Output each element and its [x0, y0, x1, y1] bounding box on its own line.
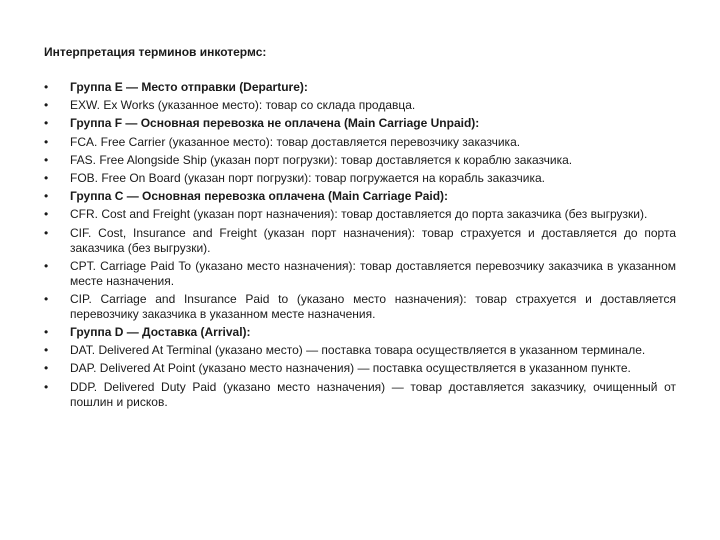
bullet-icon: •	[44, 116, 49, 131]
bullet-icon: •	[44, 134, 49, 149]
bullet-icon: •	[44, 207, 49, 222]
list-item-text: CIP. Carriage and Insurance Paid to (указано место назначения): товар страхуется и доставляется перевозчику заказчика в указанном месте назначения.	[70, 291, 676, 321]
list-item-text: DAT. Delivered At Terminal (указано место) — поставка товара осуществляется в указанном терминале.	[70, 343, 646, 358]
page-title: Интерпретация терминов инкотермс:	[44, 45, 267, 59]
list-item-cif	[44, 226, 676, 256]
list-item-group-d-heading	[44, 325, 676, 340]
list-item-fas	[44, 153, 676, 168]
list-item-fob	[44, 171, 676, 186]
list-item-exw	[44, 98, 676, 113]
list-item-cfr	[44, 207, 676, 222]
list-item-text: CFR. Cost and Freight (указан порт назначения): товар доставляется до порта заказчика (без выгрузки).	[70, 207, 648, 222]
list-item-text: FOB. Free On Board (указан порт погрузки): товар погружается на корабль заказчика.	[70, 170, 545, 185]
list-item-ddp	[44, 380, 676, 410]
list-item-text: Группа E — Место отправки (Departure):	[70, 80, 308, 94]
list-item-text: EXW. Ex Works (указанное место): товар со склада продавца.	[70, 98, 416, 113]
list-item-dat	[44, 343, 676, 358]
list-item-fca	[44, 135, 676, 150]
list-item-text: FCA. Free Carrier (указанное место): товар доставляется перевозчику заказчика.	[70, 134, 521, 149]
list-item-text: FAS. Free Alongside Ship (указан порт погрузки): товар доставляется к кораблю заказчика.	[70, 152, 573, 167]
list-item-text: DDP. Delivered Duty Paid (указано место назначения) — товар доставляется заказчику, очищенный от пошлин и рисков.	[70, 379, 676, 409]
bullet-icon: •	[44, 225, 49, 240]
incoterms-list	[44, 80, 676, 413]
list-item-cip	[44, 292, 676, 322]
bullet-icon: •	[44, 152, 49, 167]
bullet-icon: •	[44, 98, 49, 113]
bullet-icon: •	[44, 379, 49, 394]
bullet-icon: •	[44, 343, 49, 358]
list-item-cpt	[44, 259, 676, 289]
bullet-icon: •	[44, 170, 49, 185]
bullet-icon: •	[44, 291, 49, 306]
list-item-group-e-heading	[44, 80, 676, 95]
bullet-icon: •	[44, 361, 49, 376]
list-item-text: Группа F — Основная перевозка не оплачена (Main Carriage Unpaid):	[70, 116, 480, 131]
bullet-icon: •	[44, 325, 49, 340]
bullet-icon: •	[44, 189, 49, 204]
bullet-icon: •	[44, 258, 49, 273]
list-item-dap	[44, 361, 676, 376]
list-item-text: CIF. Cost, Insurance and Freight (указан порт назначения): товар страхуется и доставляется до порта заказчика (без выгрузки).	[70, 225, 676, 255]
list-item-group-c-heading	[44, 189, 676, 204]
list-item-group-f-heading	[44, 116, 676, 131]
list-item-text: Группа C — Основная перевозка оплачена (Main Carriage Paid):	[70, 189, 449, 204]
bullet-icon: •	[44, 80, 49, 94]
list-item-text: Группа D — Доставка (Arrival):	[70, 325, 251, 340]
list-item-text: DAP. Delivered At Point (указано место назначения) — поставка осуществляется в указанном пункте.	[70, 361, 631, 376]
list-item-text: CPT. Carriage Paid To (указано место назначения): товар доставляется перевозчику заказчика в указанном месте назначения.	[70, 258, 676, 288]
